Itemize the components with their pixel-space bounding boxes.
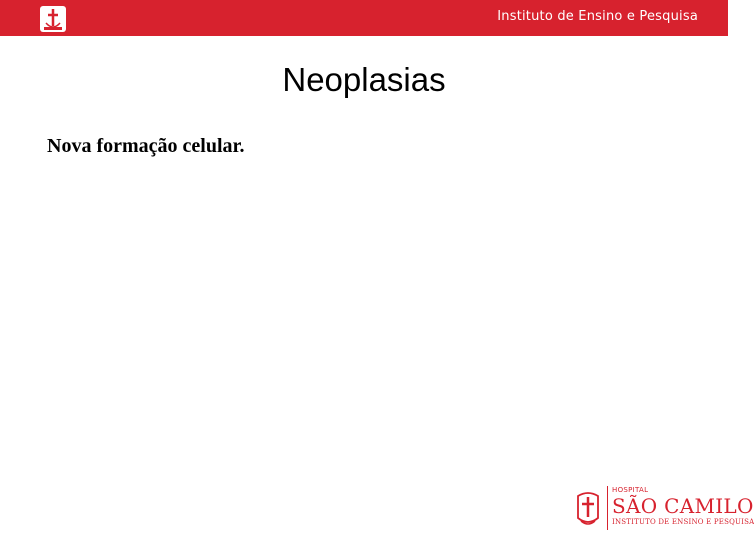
footer-wordmark <box>607 486 754 530</box>
header-bar <box>0 0 728 36</box>
slide-title: Neoplasias <box>282 61 446 98</box>
footer-hospital-label: HOSPITAL <box>612 486 649 494</box>
footer-institute: INSTITUTO DE ENSINO E PESQUISA <box>612 518 754 526</box>
footer-logo <box>573 486 754 530</box>
sao-camilo-emblem-icon <box>38 4 68 34</box>
sao-camilo-emblem-icon <box>573 488 603 528</box>
institution-name: Instituto de Ensino e Pesquisa <box>497 9 698 24</box>
bullet-text: Nova formação celular. <box>47 135 245 157</box>
footer-brand: SÃO CAMILO <box>612 494 754 518</box>
